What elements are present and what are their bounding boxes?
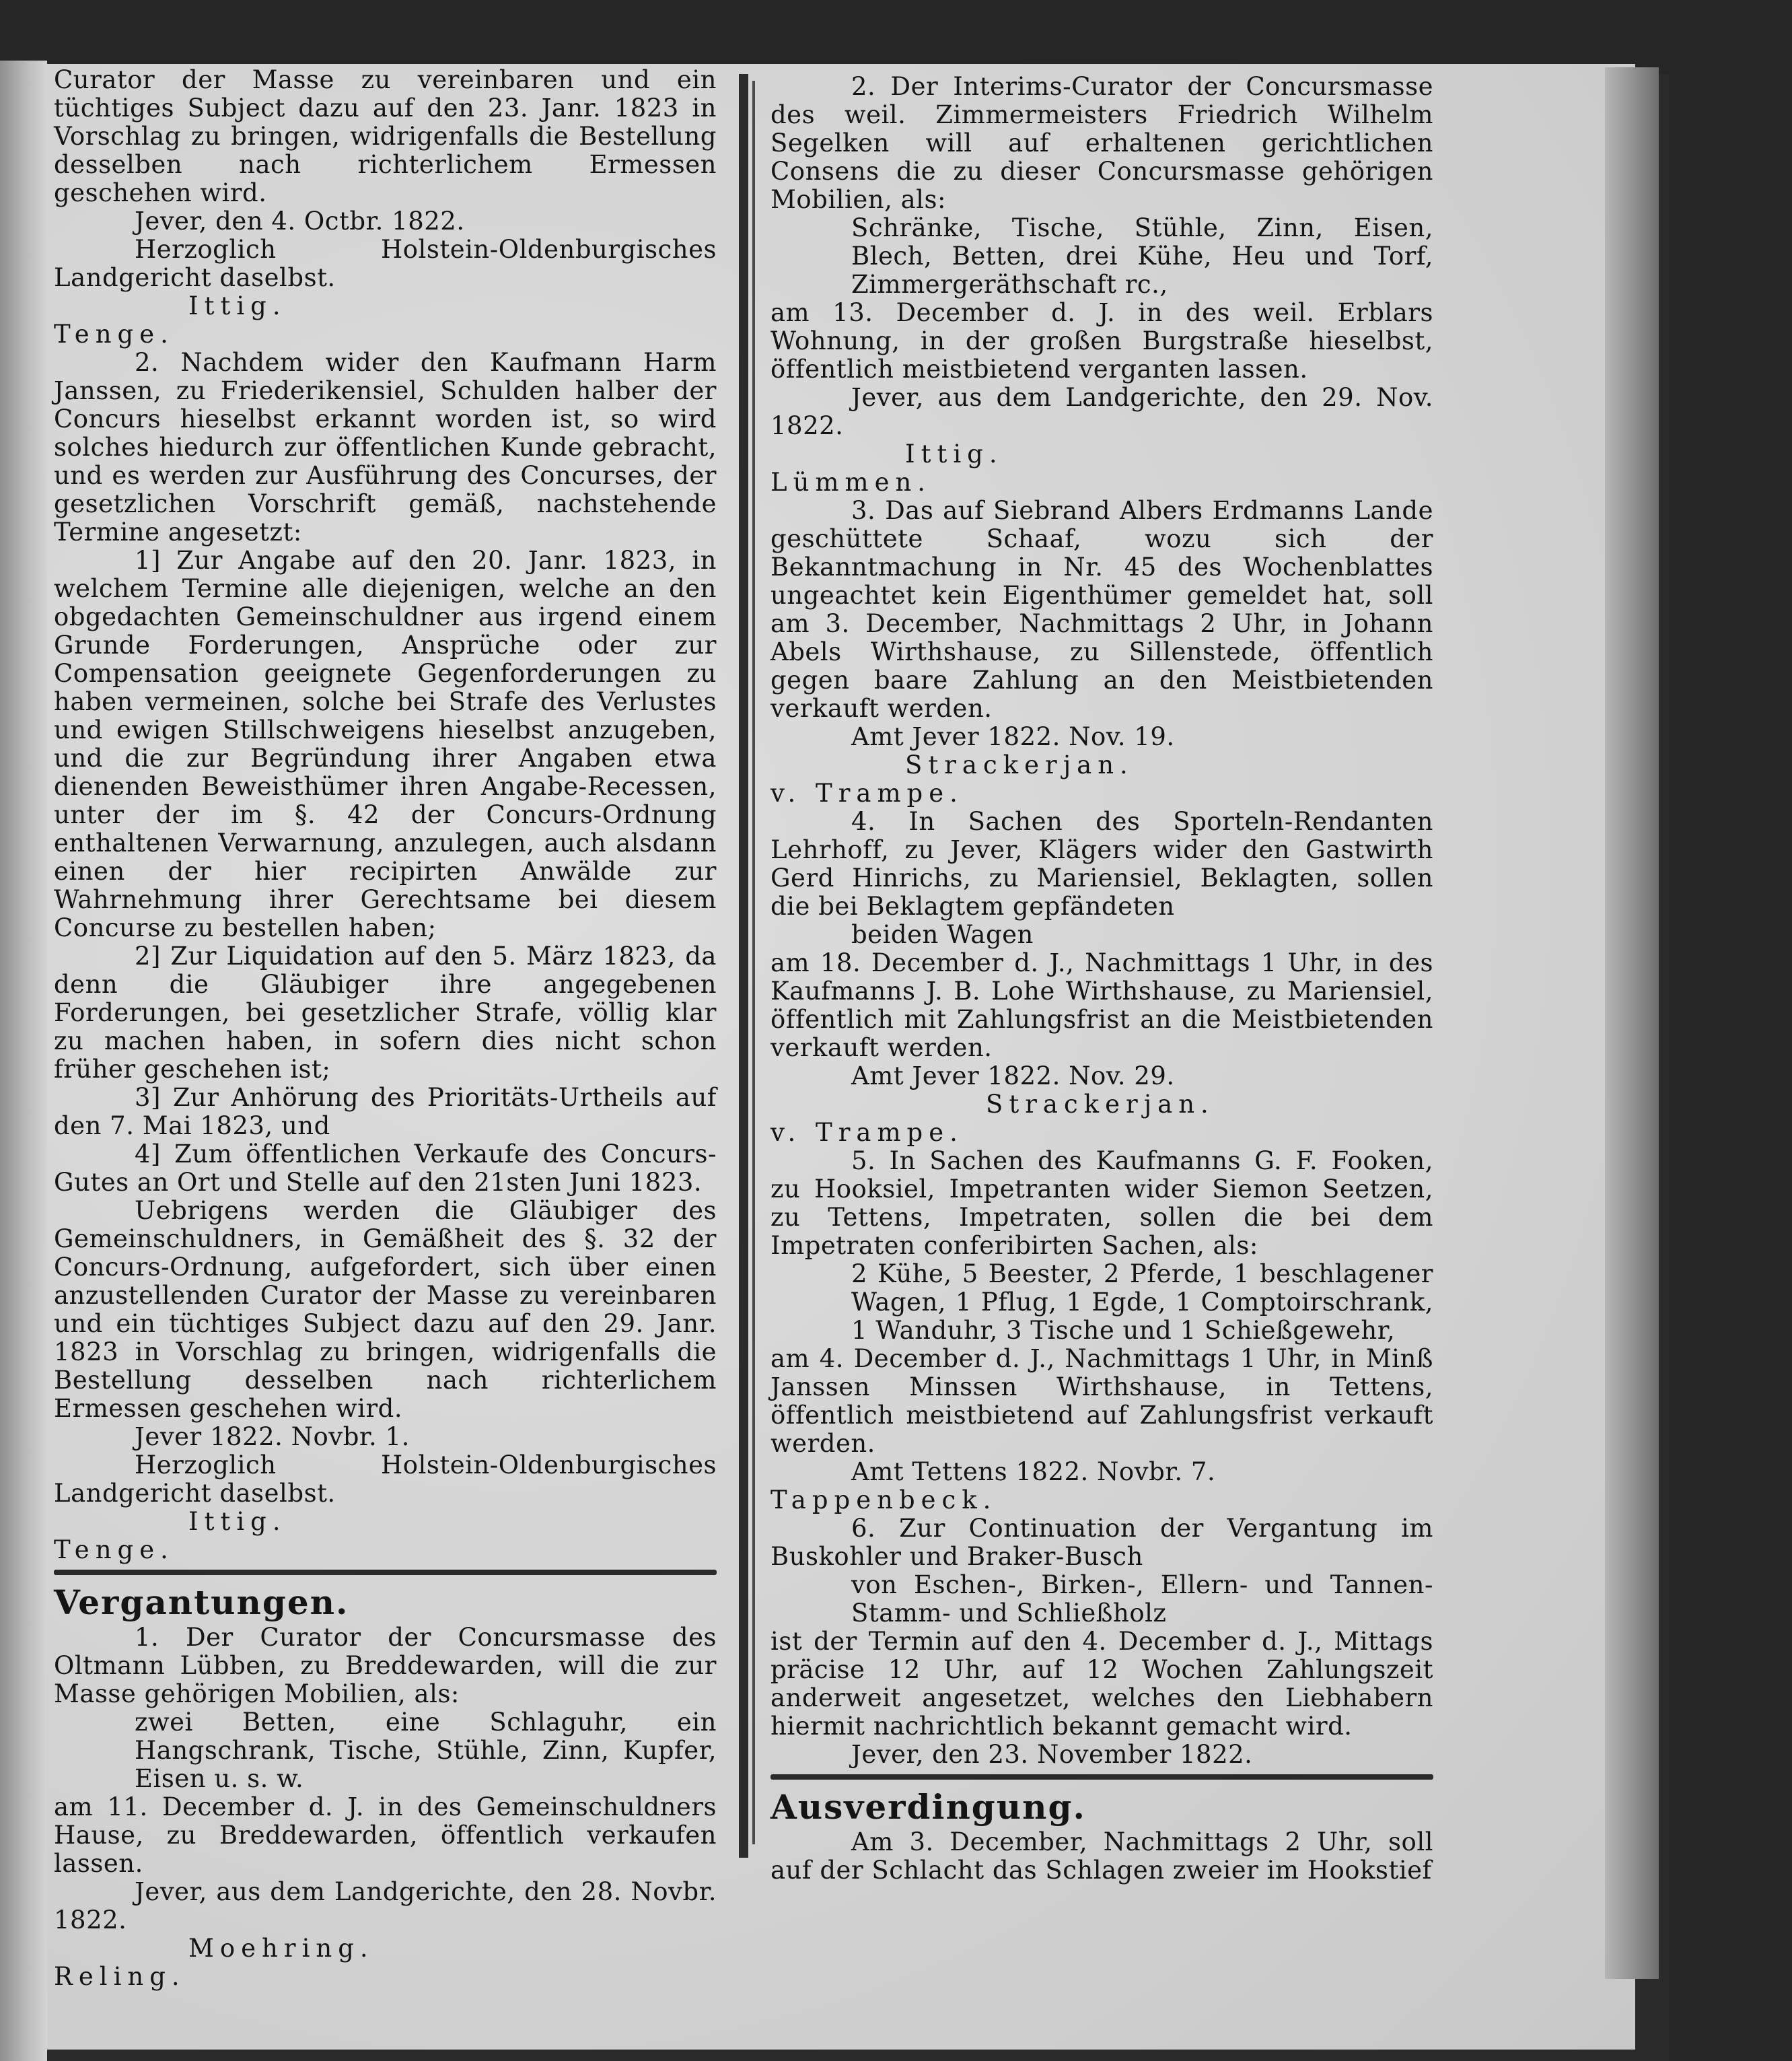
item-list: zwei Betten, eine Schlaguhr, ein Hangschrank, Tische, Stühle, Zinn, Kupfer, Eisen u. s. w. [135, 1708, 717, 1793]
item-list: von Eschen-, Birken-, Ellern- und Tannen-Stamm- und Schließholz [851, 1570, 1433, 1628]
scan-background-top [0, 0, 1792, 74]
notice-paragraph: Uebrigens werden die Gläubiger des Gemeinschuldners, in Gemäßheit des §. 32 der Concurs-Ordnung, aufgefordert, sich über einen anzustellenden Curator der Masse zu vereinbaren und ein tüchtiges Subject dazu auf den 29. Janr. 1823 in Vorschlag zu bringen, widrigenfalls die Bestellung desselben nach richterlichem Ermessen geschehen wird. [54, 1196, 717, 1423]
signatory: Tenge. [54, 320, 174, 349]
signatory: Strackerjan. [986, 1090, 1215, 1119]
left-paragraph: Curator der Masse zu vereinbaren und ein tüchtiges Subject dazu auf den 23. Janr. 1823 in Vorschlag zu bringen, widrigenfalls die Bestellung desselben nach richterlichem Ermessen geschehen wird. [54, 65, 717, 207]
signatory: Ittig. [188, 291, 287, 320]
dateline: Amt Jever 1822. Nov. 19. [851, 722, 1175, 751]
dateline: Jever, den 23. November 1822. [851, 1740, 1253, 1769]
notice-paragraph: 2. Nachdem wider den Kaufmann Harm Janssen, zu Friederikensiel, Schulden halber der Concurs hieselbst erkannt worden ist, so wird solches hiedurch zur öffentlichen Kunde gebracht, und es werden zur Ausführung des Concurses, der gesetzlichen Vorschrift gemäß, nachstehende Termine angesetzt: [54, 348, 717, 547]
notice-paragraph: 1. Der Curator der Concursmasse des Oltmann Lübben, zu Breddewarden, will die zur Masse gehörigen Mobilien, als: [54, 1623, 717, 1708]
notice-paragraph: am 18. December d. J., Nachmittags 1 Uhr, in des Kaufmanns J. B. Lohe Wirthshause, zu Mariensiel, öffentlich mit Zahlungsfrist an die Meistbietenden verkauft werden. [770, 948, 1433, 1062]
dateline: Jever 1822. Novbr. 1. [135, 1422, 410, 1451]
section-heading: Vergantungen. [54, 1582, 349, 1622]
signatory: Tappenbeck. [770, 1486, 997, 1514]
notice-paragraph: am 13. December d. J. in des weil. Erblars Wohnung, in der großen Burgstraße hieselbst, öffentlich meistbietend verganten lassen. [770, 298, 1433, 384]
notice-term-4: 4] Zum öffentlichen Verkaufe des Concurs-Gutes an Ort und Stelle auf den 21sten Juni 1823. [54, 1140, 717, 1197]
scan-background-right [1669, 0, 1792, 2061]
notice-paragraph: Am 3. December, Nachmittags 2 Uhr, soll auf der Schlacht das Schlagen zweier im Hookstief [770, 1827, 1433, 1885]
dateline: Jever, den 4. Octbr. 1822. [135, 207, 465, 236]
signatory: v. Trampe. [770, 779, 964, 808]
dateline: Jever, aus dem Landgerichte, den 29. Nov. 1822. [770, 383, 1433, 440]
notice-paragraph: ist der Termin auf den 4. December d. J., Mittags präcise 12 Uhr, auf 12 Wochen Zahlungszeit anderweit angesetzet, welches den Liebhabern hiermit nachrichtlich bekannt gemacht wird. [770, 1627, 1433, 1741]
signatory: Ittig. [188, 1507, 287, 1536]
section-heading: Ausverdingung. [770, 1787, 1086, 1827]
notice-term-2: 2] Zur Liquidation auf den 5. März 1823, da denn die Gläubiger ihre angegebenen Forderungen, bei gesetzlicher Strafe, völlig klar zu machen haben, in sofern dies nicht schon früher geschehen ist; [54, 942, 717, 1084]
signatory: Lümmen. [770, 468, 932, 497]
column-rule-secondary [752, 81, 755, 1844]
court-signature: Herzoglich Holstein-Oldenburgisches Landgericht daselbst. [54, 235, 717, 292]
notice-paragraph: am 4. December d. J., Nachmittags 1 Uhr, in Minß Janssen Minssen Wirthshause, in Tettens, öffentlich meistbietend auf Zahlungsfrist verkauft werden. [770, 1344, 1433, 1458]
dateline: Amt Jever 1822. Nov. 29. [851, 1061, 1175, 1090]
section-divider [770, 1774, 1433, 1780]
notice-paragraph: 5. In Sachen des Kaufmanns G. F. Fooken, zu Hooksiel, Impetranten wider Siemon Seetzen, zu Tettens, Impetraten, sollen die bei dem Impetraten conferibirten Sachen, als: [770, 1146, 1433, 1260]
signatory: Reling. [54, 1962, 186, 1991]
notice-paragraph: am 11. December d. J. in des Gemeinschuldners Hause, zu Breddewarden, öffentlich verkaufen lassen. [54, 1792, 717, 1878]
item-list: Schränke, Tische, Stühle, Zinn, Eisen, Blech, Betten, drei Kühe, Heu und Torf, Zimmergeräthschaft rc., [851, 213, 1433, 299]
signatory: Tenge. [54, 1535, 174, 1564]
notice-paragraph: 6. Zur Continuation der Vergantung im Buskohler und Braker-Busch [770, 1514, 1433, 1571]
item-list: 2 Kühe, 5 Beester, 2 Pferde, 1 beschlagener Wagen, 1 Pflug, 1 Egde, 1 Comptoirschrank, 1 Wanduhr, 3 Tische und 1 Schießgewehr, [851, 1259, 1433, 1345]
right-column [770, 73, 1433, 1885]
dateline: Jever, aus dem Landgerichte, den 28. Novbr. 1822. [54, 1877, 717, 1934]
dateline: Amt Tettens 1822. Novbr. 7. [851, 1457, 1216, 1486]
signatory: Strackerjan. [905, 750, 1134, 779]
column-rule [739, 74, 748, 1858]
court-signature: Herzoglich Holstein-Oldenburgisches Landgericht daselbst. [54, 1451, 717, 1508]
left-column [54, 66, 717, 1991]
section-divider [54, 1570, 717, 1575]
book-gutter [0, 61, 47, 2061]
signatory: v. Trampe. [770, 1118, 964, 1147]
signatory: Moehring. [188, 1934, 374, 1963]
signatory: Ittig. [905, 440, 1003, 468]
notice-term-1: 1] Zur Angabe auf den 20. Janr. 1823, in welchem Termine alle diejenigen, welche an den obgedachten Gemeinschuldner aus irgend einem Grunde Forderungen, Ansprüche oder zur Compensation geeignete Gegenforderungen zu haben vermeinen, solche bei Strafe des Verlustes und ewigen Stillschweigens hieselbst anzugeben, und die zur Begründung ihrer Angaben etwa dienenden Beweisthümer ihren Angabe-Recessen, unter der im §. 42 der Concurs-Ordnung enthaltenen Verwarnung, anzulegen, auch alsdann einen der hier recipirten Anwälde zur Wahrnehmung ihrer Gerechtsame bei diesem Concurse zu bestellen haben; [54, 546, 717, 942]
page-edge [1605, 67, 1659, 1979]
notice-paragraph: 3. Das auf Siebrand Albers Erdmanns Lande geschüttete Schaaf, wozu sich der Bekanntmachung in Nr. 45 des Wochenblattes ungeachtet kein Eigenthümer gemeldet hat, soll am 3. December, Nachmittags 2 Uhr, in Johann Abels Wirthshause, zu Sillenstede, öffentlich gegen baare Zahlung an den Meistbietenden verkauft werden. [770, 496, 1433, 723]
notice-paragraph: 4. In Sachen des Sporteln-Rendanten Lehrhoff, zu Jever, Klägers wider den Gastwirth Gerd Hinrichs, zu Mariensiel, Beklagten, sollen die bei Beklagtem gepfändeten [770, 807, 1433, 921]
notice-paragraph: 2. Der Interims-Curator der Concursmasse des weil. Zimmermeisters Friedrich Wilhelm Segelken will auf erhaltenen gerichtlichen Consens die zu dieser Concursmasse gehörigen Mobilien, als: [770, 72, 1433, 214]
notice-term-3: 3] Zur Anhörung des Prioritäts-Urtheils auf den 7. Mai 1823, und [54, 1083, 717, 1140]
item-list: beiden Wagen [851, 920, 1034, 949]
